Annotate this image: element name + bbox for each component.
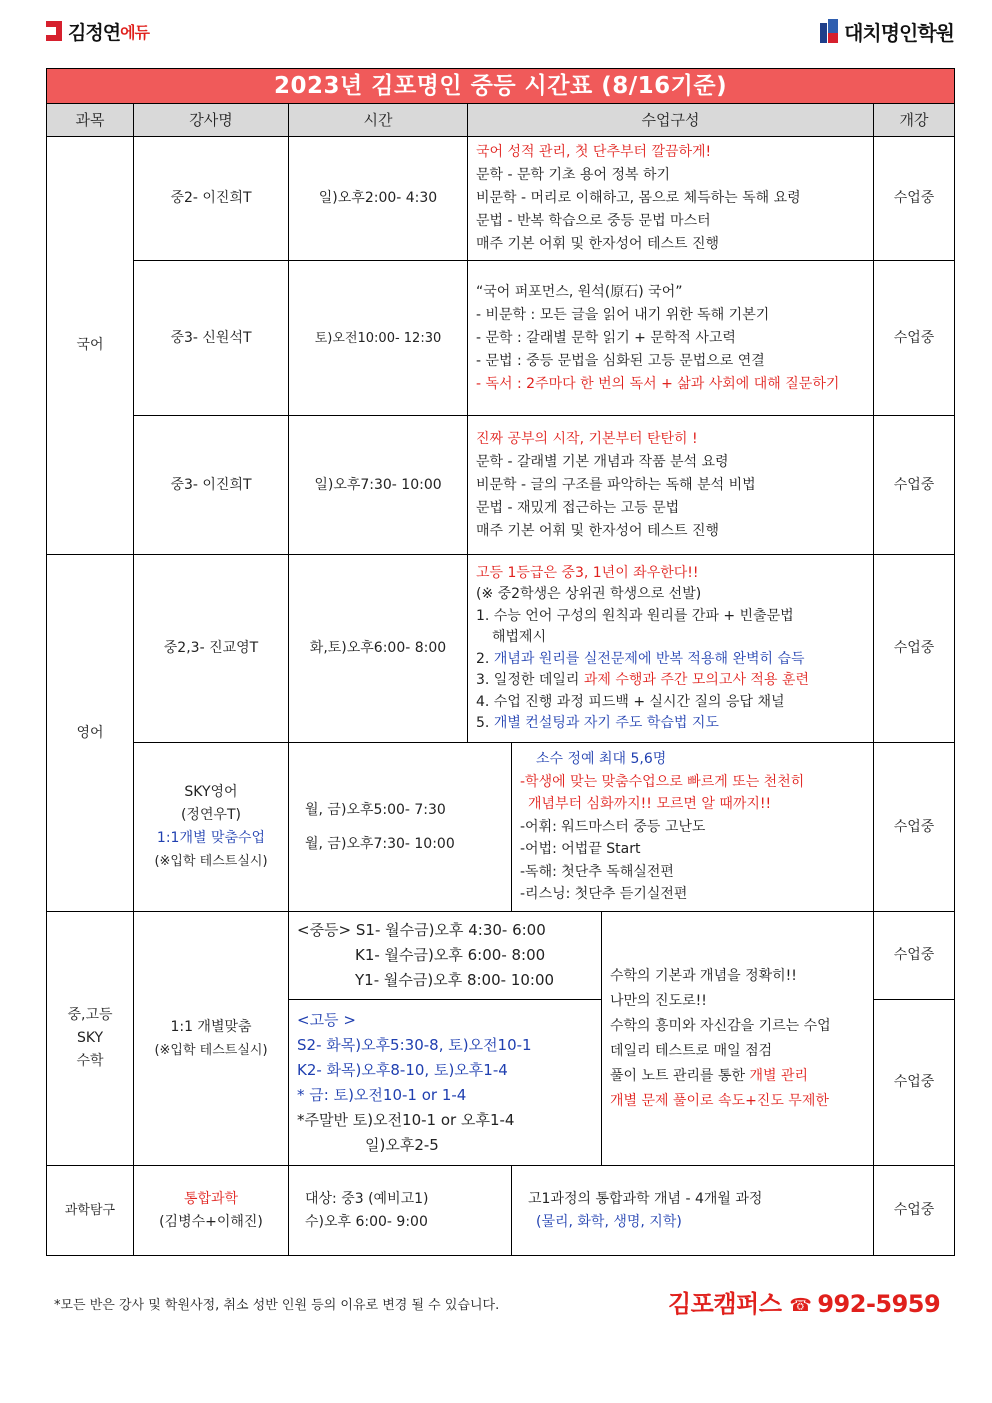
content-line: 문학 - 문학 기초 용어 정복 하기 — [476, 167, 671, 183]
content-line: -학생에 맞는 맞춤수업으로 빠르게 또는 천천히 — [520, 773, 805, 790]
teacher — [134, 912, 289, 1166]
logo-left-sub: 에듀 — [120, 22, 149, 42]
content-line: 매주 기본 어휘 및 한자성어 테스트 진행 — [476, 522, 720, 539]
time-line — [297, 918, 593, 943]
logo-left-main: 김정연 — [68, 21, 121, 44]
content-line: -어휘: 워드마스터 중등 고난도 — [520, 818, 706, 835]
col-content: 수업구성 — [468, 104, 874, 137]
time-line: K1- 월수금)오후 6:00- 8:00 — [355, 946, 546, 964]
time — [289, 743, 512, 912]
content-highlight: 개별 컨설팅과 자기 주도 학습법 지도 — [493, 715, 719, 731]
teacher — [134, 1166, 289, 1256]
col-teacher: 강사명 — [134, 104, 289, 137]
class-s1: S1- 월수금)오후 4:30- 6:00 — [355, 921, 546, 939]
content-line — [610, 1064, 865, 1089]
class-content — [602, 912, 874, 1166]
content-line: 비문학 - 글의 구조를 파악하는 독해 분석 비법 — [476, 476, 756, 493]
status-badge: 수업중 — [874, 1000, 955, 1166]
content-line — [476, 713, 865, 735]
content-highlight: 개념과 원리를 실전문제에 반복 적용해 완벽히 습득 — [493, 650, 805, 667]
time: 일)오후2:00- 4:30 — [289, 137, 468, 261]
content-highlight: 개별 관리 — [749, 1067, 809, 1084]
content-line: 4. 수업 진행 과정 피드백 + 실시간 질의 응답 채널 — [476, 693, 785, 710]
content-line: 수학의 기본과 개념을 정확히!! — [610, 967, 797, 984]
content-line: - 독서 : 2주마다 한 번의 독서 + 삶과 사회에 대해 질문하기 — [476, 375, 840, 392]
teacher-line: (※입학 테스트실시) — [154, 1042, 268, 1058]
timetable-title: 2023년 김포명인 중등 시간표 (8/16기준) — [47, 69, 955, 104]
teacher-line: 1:1개별 맞춤수업 — [156, 830, 266, 846]
content-line: 고등 1등급은 중3, 1년이 좌우한다!! — [476, 564, 699, 581]
time-line: 수)오후 6:00- 9:00 — [305, 1213, 428, 1230]
table-row — [47, 416, 955, 555]
status-badge: 수업중 — [874, 743, 955, 912]
logo-mark-icon — [46, 21, 66, 41]
footnote: *모든 반은 강사 및 학원사정, 취소 성반 인원 등의 이유로 변경 될 수 있습니다. — [54, 1298, 500, 1313]
time — [289, 912, 602, 1000]
content-line: 문법 - 반복 학습으로 중등 문법 마스터 — [476, 213, 711, 229]
class-content — [468, 137, 874, 261]
time-line: Y1- 월수금)오후 8:00- 10:00 — [355, 971, 555, 989]
content-line — [476, 670, 865, 692]
phone-number: 992-5959 — [817, 1290, 941, 1318]
subject-korean: 국어 — [47, 137, 134, 555]
class-content — [512, 743, 874, 912]
content-text: 풀이 노트 관리를 통한 — [610, 1067, 746, 1084]
content-highlight: 과제 수행과 주간 모의고사 적용 훈련 — [583, 672, 809, 688]
teacher: 중2,3- 진교영T — [134, 555, 289, 743]
kim-jungyeon-edu-logo — [46, 18, 149, 44]
timetable — [46, 68, 955, 1256]
class-content — [512, 1166, 874, 1256]
header-row — [47, 104, 955, 137]
content-line: 개별 문제 풀이로 속도+진도 무제한 — [610, 1092, 829, 1109]
teacher-line: (※입학 테스트실시) — [154, 854, 268, 869]
time-line: S2- 화목)오후5:30-8, 토)오전10-1 — [297, 1035, 532, 1054]
teacher-line: (정연우T) — [180, 807, 242, 823]
content-line: -어법: 어법끝 Start — [520, 841, 641, 858]
academy-emblem-icon — [820, 19, 838, 43]
content-line: 해법제시 — [492, 629, 547, 645]
content-line: “국어 퍼포먼스, 원석(原石) 국어” — [476, 283, 683, 300]
teacher — [134, 743, 289, 912]
campus-name: 김포캠퍼스 — [668, 1290, 782, 1318]
teacher-line: 1:1 개별맞춤 — [170, 1018, 252, 1035]
subject-math — [47, 912, 134, 1166]
teacher: 중2- 이진희T — [134, 137, 289, 261]
content-line: -리스닝: 첫단추 듣기실전편 — [520, 886, 688, 903]
table-row — [47, 555, 955, 743]
content-line: 문법 - 재밌게 접근하는 고등 문법 — [476, 499, 680, 516]
time-line: 월, 금)오후7:30- 10:00 — [305, 836, 455, 852]
content-line: 나만의 진도로!! — [610, 992, 707, 1009]
content-line: 국어 성적 관리, 첫 단추부터 깔끔하게! — [476, 144, 712, 160]
content-line: 데일리 테스트로 매일 점검 — [610, 1042, 773, 1059]
content-line: 문학 - 갈래별 기본 개념과 작품 분석 요령 — [476, 453, 729, 470]
content-line: 소수 정예 최대 5,6명 — [536, 751, 667, 768]
class-content — [468, 261, 874, 416]
table-row — [47, 912, 955, 1000]
daechi-myungin-logo — [820, 17, 954, 45]
teacher-line: (김병수+이해진) — [159, 1213, 263, 1230]
logo-right-text: 대치명인학원 — [844, 20, 954, 45]
time-line: 대상: 중3 (예비고1) — [305, 1190, 429, 1207]
status-badge: 수업중 — [874, 555, 955, 743]
time-line: * 금: 토)오전10-1 or 1-4 — [297, 1085, 467, 1104]
content-line: 진짜 공부의 시작, 기본부터 탄탄히 ! — [476, 430, 698, 447]
status-badge: 수업중 — [874, 137, 955, 261]
subject-science: 과학탐구 — [47, 1166, 134, 1256]
content-line: 고1과정의 통합과학 개념 - 4개월 과정 — [528, 1190, 763, 1207]
phone-icon: ☎ — [789, 1294, 812, 1316]
table-row — [47, 743, 955, 912]
content-line: - 문법 : 중등 문법을 심화된 고등 문법으로 연결 — [476, 352, 765, 369]
content-line: 비문학 - 머리로 이해하고, 몸으로 체득하는 독해 요령 — [476, 190, 801, 206]
content-text: 3. 일정한 데일리 — [476, 672, 580, 688]
time-line: 일)오후2-5 — [365, 1135, 439, 1154]
content-line: - 문학 : 갈래별 문학 읽기 + 문학적 사고력 — [476, 329, 736, 346]
time — [289, 1000, 602, 1166]
content-line — [476, 649, 865, 671]
content-number: 5. — [476, 715, 490, 731]
content-line: (※ 중2학생은 상위권 학생으로 선발) — [476, 586, 702, 602]
table-row — [47, 1166, 955, 1256]
time: 화,토)오후6:00- 8:00 — [289, 555, 468, 743]
status-badge: 수업중 — [874, 416, 955, 555]
class-content — [468, 416, 874, 555]
col-status: 개강 — [874, 104, 955, 137]
col-subject: 과목 — [47, 104, 134, 137]
time-line: 월, 금)오후5:00- 7:30 — [305, 802, 446, 818]
middle-label: <중등> — [297, 921, 352, 939]
subject-line: SKY — [76, 1030, 104, 1046]
col-time: 시간 — [289, 104, 468, 137]
content-line: 개념부터 심화까지!! 모르면 알 때까지!! — [528, 796, 772, 813]
content-line: -독해: 첫단추 독해실전편 — [520, 863, 674, 880]
content-line: 매주 기본 어휘 및 한자성어 테스트 진행 — [476, 236, 720, 252]
status-badge: 수업중 — [874, 1166, 955, 1256]
content-number: 2. — [476, 650, 490, 667]
status-badge: 수업중 — [874, 912, 955, 1000]
status-badge: 수업중 — [874, 261, 955, 416]
subject-line: 수학 — [76, 1053, 104, 1069]
time: 일)오후7:30- 10:00 — [289, 416, 468, 555]
subject-line: 중,고등 — [67, 1007, 113, 1023]
content-line: 1. 수능 언어 구성의 원칙과 원리를 간파 + 빈출문법 — [476, 607, 794, 624]
time-line: K2- 화목)오후8-10, 토)오후1-4 — [297, 1060, 508, 1079]
class-content — [468, 555, 874, 743]
time-line: <고등 > — [297, 1010, 356, 1029]
time-line: *주말반 토)오전10-1 or 오후1-4 — [297, 1110, 515, 1129]
teacher-line: 통합과학 — [183, 1190, 239, 1207]
table-row — [47, 261, 955, 416]
subject-english: 영어 — [47, 555, 134, 912]
content-line: - 비문학 : 모든 글을 읽어 내기 위한 독해 기본기 — [476, 306, 770, 323]
table-row — [47, 137, 955, 261]
time — [289, 1166, 512, 1256]
teacher-line: SKY영어 — [184, 784, 238, 800]
teacher: 중3- 신원석T — [134, 261, 289, 416]
teacher: 중3- 이진희T — [134, 416, 289, 555]
time: 토)오전10:00- 12:30 — [289, 261, 468, 416]
campus-contact — [668, 1284, 940, 1319]
content-line: (물리, 화학, 생명, 지학) — [536, 1213, 682, 1230]
content-line: 수학의 흥미와 자신감을 기르는 수업 — [610, 1017, 831, 1034]
